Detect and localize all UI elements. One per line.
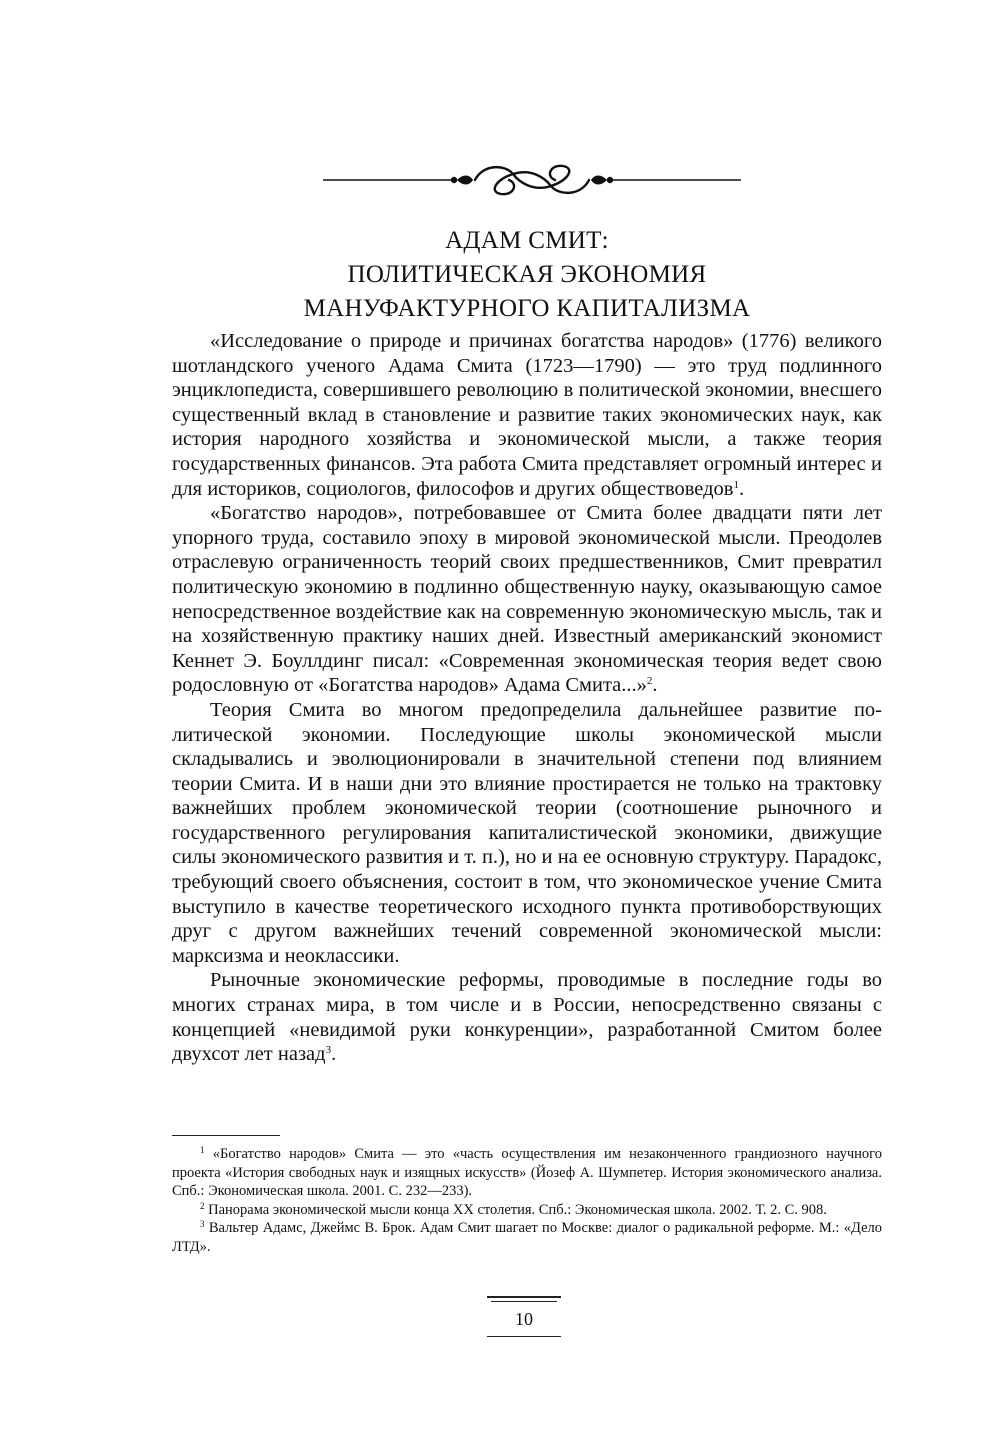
paragraph-2-tail: . <box>652 674 658 697</box>
page-number-box <box>487 1296 561 1340</box>
paragraph-4-text: Рыночные экономические реформы, проводимые в последние годы во многих странах мира, в том числе и в России, непосредственно связаны с концепцией «невидимой руки конкуренции», разработанной Смитом более двухсот лет назад <box>172 969 882 1066</box>
footnote-1 <box>172 1145 882 1201</box>
chapter-title-line-1: АДАМ СМИТ: <box>445 227 609 254</box>
paragraph-2-text: «Богатство народов», потребовавшее от Смита более двадцати пяти лет упорного труда, составило эпоху в мировой экономической мысли. Преодолев отраслевую ограниченность теорий своих предшественников, Смит превратил политическую экономию в подлинно общественную науку, оказывающую самое непосредственное воздействие как на современную экономическую мысль, так и на хозяйственную практику наших дней. Известный американский экономист Кеннет Э. Боуллдинг писал: «Современная экономическая теория ведет свою родословную от «Богатства народов» Адама Смита...» <box>172 502 882 697</box>
footnote-3 <box>172 1219 882 1256</box>
footnotes <box>172 1145 882 1256</box>
footnote-marker: 1 <box>200 1145 205 1155</box>
footnote-text: Панорама экономической мысли конца XX столетия. Спб.: Экономическая школа. 2002. Т. 2. С. 908. <box>208 1201 827 1218</box>
chapter-title <box>172 224 882 326</box>
paragraph-4 <box>172 968 882 1066</box>
footnote-ref-3: 3 <box>325 1044 332 1057</box>
paragraph-2 <box>172 501 882 698</box>
footnote-text: Вальтер Адамс, Джеймс В. Брок. Адам Смит шагает по Москве: диалог о радикальной реформе. М.: «Дело ЛТД». <box>172 1220 883 1255</box>
footnote-marker: 3 <box>200 1219 205 1229</box>
paragraph-1-tail: . <box>738 477 745 500</box>
chapter-title-line-3: МАНУФАКТУРНОГО КАПИТАЛИЗМА <box>303 295 751 322</box>
page-number: 10 <box>515 1309 533 1329</box>
footnote-ref-1: 1 <box>733 478 739 491</box>
page-number-rule <box>487 1296 561 1298</box>
paragraph-3 <box>172 698 882 969</box>
footnote-ref-2: 2 <box>646 675 653 688</box>
paragraph-4-tail: . <box>331 1043 337 1066</box>
footnote-divider <box>172 1135 280 1136</box>
page-number-rule <box>487 1336 561 1337</box>
paragraph-1-text: «Исследование о природе и причинах богатства народов» (1776) великого шотландского ученого Адама Смита (1723—1790) — это труд подлинного энциклопедиста, совершившего революцию в политической экономии, внесшего существенный вклад в становление и развитие таких экономических наук, как история народного хозяйства и экономической мысли, а также теория государственных финансов. Эта работа Смита представляет огромный интерес и для историков, социологов, философов и других обществоведов <box>172 330 882 500</box>
chapter-title-line-2: ПОЛИТИЧЕСКАЯ ЭКОНОМИЯ <box>347 261 707 288</box>
page-number-rule <box>491 1301 557 1302</box>
paragraph-1 <box>172 329 882 501</box>
body-text <box>172 329 882 1067</box>
footnote-marker: 2 <box>200 1200 205 1211</box>
decorative-ornament-icon <box>323 158 741 202</box>
footnote-2 <box>172 1201 882 1220</box>
footnote-text: «Богатство народов» Смита — это «часть осуществления им незаконченного грандиозного научного проекта «История свободных наук и изящных искусств» (Йозеф А. Шумпетер. История экономического анализа. Спб.: Экономическая школа. 2001. С. 232—233). <box>172 1146 883 1199</box>
paragraph-3-text: Теория Смита во многом предопределила дальнейшее развитие политической экономии. Последующие школы экономической мысли складывались и эволюционировали в значительной степени под влиянием теории Смита. И в наши дни это влияние простирается не только на трактовку важнейших проблем экономической теории (соотношение рыночного и государственного регулирования капиталистической экономики, движущие силы экономического развития и т. п.), но и на ее основную структуру. Парадокс, требующий своего объяснения, состоит в том, что экономическое учение Смита выступило в качестве теоретического исходного пункта противоборствующих друг с другом важнейших течений современной экономической мысли: марксизма и неоклассики. <box>172 698 882 967</box>
